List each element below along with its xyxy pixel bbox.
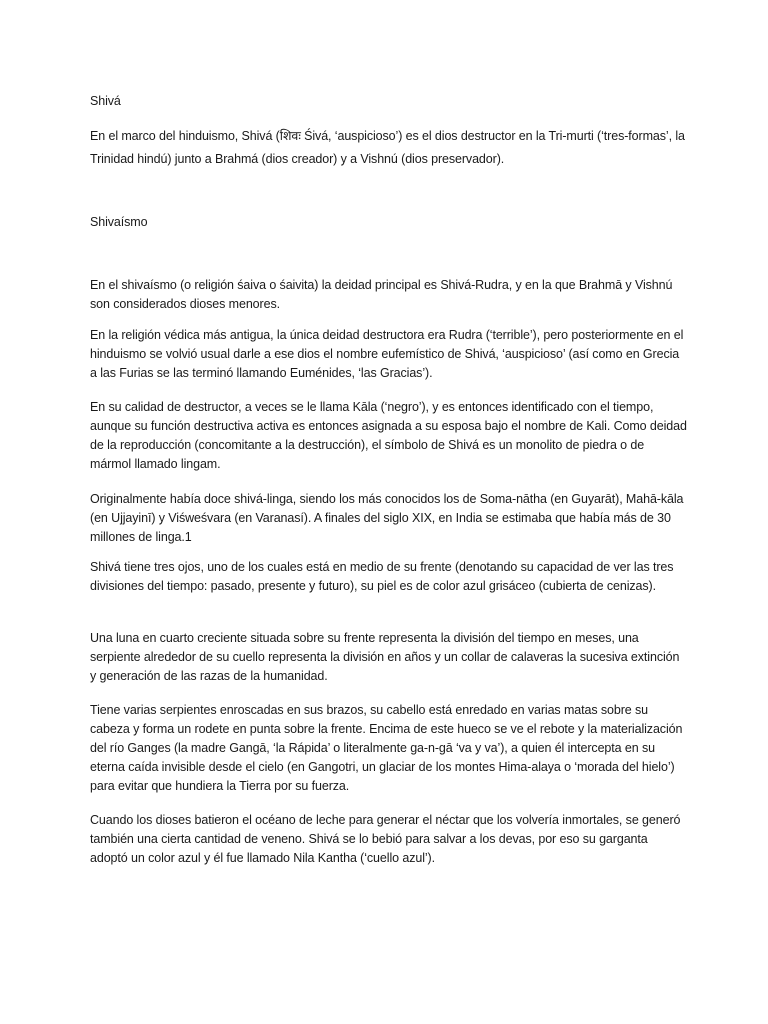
document-title: Shivá xyxy=(90,94,121,108)
section-heading: Shivaísmo xyxy=(90,215,148,229)
body-paragraph: En la religión védica más antigua, la única deidad destructora era Rudra (‘terrible’), pero posteriormente en el hinduismo se volvió usual darle a ese dios el nombre eufemístico de Shivá, ‘auspicioso’ (así como en Grecia a las Furias se las terminó llamando Euménides, ‘las Gracias’). xyxy=(90,328,684,380)
body-paragraph: Originalmente había doce shivá-linga, siendo los más conocidos los de Soma-nātha (en Guyarāt), Mahā-kāla (en Ujjayinī) y Viśweśvara (en Varanasí). A finales del siglo XIX, en India se estimaba que había más de 30 millones de linga.1 xyxy=(90,492,684,544)
body-paragraph: En el shivaísmo (o religión śaiva o śaivita) la deidad principal es Shivá-Rudra, y en la que Brahmā y Vishnú son considerados dioses menores. xyxy=(90,278,673,311)
body-paragraph: Shivá tiene tres ojos, uno de los cuales está en medio de su frente (denotando su capacidad de ver las tres divisiones del tiempo: pasado, presente y futuro), su piel es de color azul grisáceo (cubierta de cenizas). xyxy=(90,560,674,593)
body-paragraph: Una luna en cuarto creciente situada sobre su frente representa la división del tiempo en meses, una serpiente alrededor de su cuello representa la división en años y un collar de calaveras la sucesiva extinción y generación de las razas de la humanidad. xyxy=(90,631,680,683)
intro-paragraph: En el marco del hinduismo, Shivá (शिवः Śivá, ‘auspicioso’) es el dios destructor en la Tri-murti (‘tres-formas’, la Trinidad hindú) junto a Brahmá (dios creador) y a Vishnú (dios preservador). xyxy=(90,129,685,166)
body-paragraph: Cuando los dioses batieron el océano de leche para generar el néctar que los volvería inmortales, se generó también una cierta cantidad de veneno. Shivá se lo bebió para salvar a los devas, por eso su garganta adoptó un color azul y él fue llamado Nila Kantha (‘cuello azul’). xyxy=(90,813,681,865)
body-paragraph: Tiene varias serpientes enroscadas en sus brazos, su cabello está enredado en varias matas sobre su cabeza y forma un rodete en punta sobre la frente. Encima de este hueco se ve el rebote y la materialización del río Ganges (la madre Gangā, ‘la Rápida’ o literalmente ga-n-gā ‘va y va’), a quien él intercepta en su eterna caída invisible desde el cielo (en Gangotri, un glaciar de los montes Hima-alaya o ‘morada del hielo’) para evitar que hundiera la Tierra por su fuerza. xyxy=(90,703,683,793)
body-paragraph: En su calidad de destructor, a veces se le llama Kāla (‘negro’), y es entonces identificado con el tiempo, aunque su función destructiva activa es entonces asignada a su esposa bajo el nombre de Kali. Como deidad de la reproducción (concomitante a la destrucción), el símbolo de Shivá es un monolito de piedra o de mármol llamado lingam. xyxy=(90,400,687,471)
